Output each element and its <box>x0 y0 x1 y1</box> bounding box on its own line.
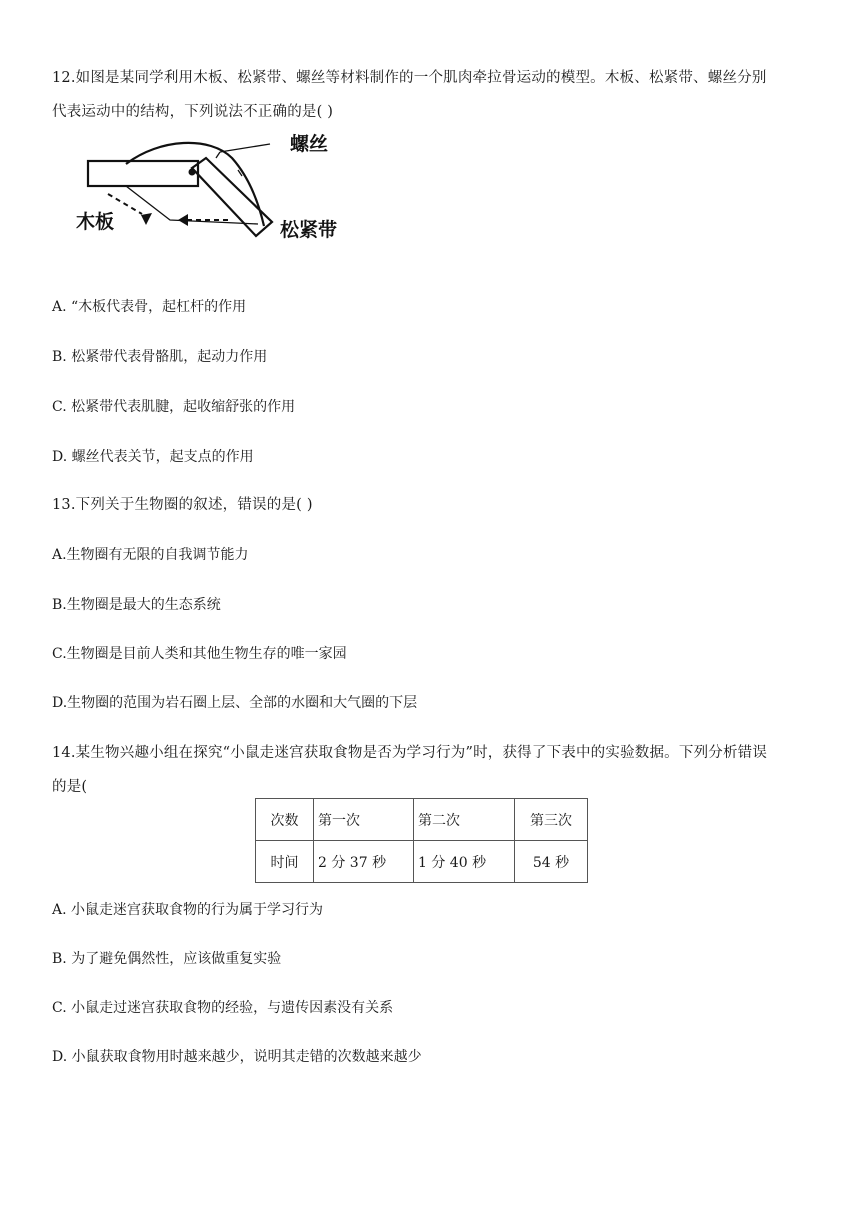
q14-stem-line1: 14.某生物兴趣小组在探究“小鼠走迷宫获取食物是否为学习行为”时，获得了下表中的实验数据。下列分析错误 <box>52 745 768 761</box>
label-elastic-band: 松紧带 <box>280 219 338 241</box>
arrow-head-left <box>178 214 188 226</box>
q12-stem-line1: 12.如图是某同学利用木板、松紧带、螺丝等材料制作的一个肌肉牵拉骨运动的模型。木板、松紧带、螺丝分别 <box>52 70 767 86</box>
board-angled <box>192 158 272 236</box>
q12-stem-line2: 代表运动中的结构，下列说法不正确的是( ) <box>52 104 334 120</box>
table-cell: 54 秒 <box>515 841 588 883</box>
q13-option-d: D.生物圈的范围为岩石圈上层、全部的水圈和大气圈的下层 <box>52 695 418 711</box>
q14-option-b: B. 为了避免偶然性，应该做重复实验 <box>52 951 282 967</box>
table-cell: 第一次 <box>314 799 414 841</box>
board-horizontal <box>88 161 198 186</box>
experiment-data-table <box>255 798 588 883</box>
q14-option-a: A. 小鼠走迷宫获取食物的行为属于学习行为 <box>52 902 324 918</box>
table-cell: 2 分 37 秒 <box>314 841 414 883</box>
table-row <box>256 799 588 841</box>
q13-option-a: A.生物圈有无限的自我调节能力 <box>52 547 249 563</box>
q14-stem-line2: 的是( <box>52 779 88 795</box>
table-cell: 第二次 <box>414 799 515 841</box>
screw-leader-line <box>220 144 270 152</box>
q14-option-d: D. 小鼠获取食物用时越来越少，说明其走错的次数越来越少 <box>52 1049 422 1065</box>
q12-option-b: B. 松紧带代表骨骼肌，起动力作用 <box>52 349 268 365</box>
q12-option-c: C. 松紧带代表肌腱，起收缩舒张的作用 <box>52 399 296 415</box>
muscle-bone-model-figure <box>70 128 360 258</box>
elastic-band-arc <box>126 143 264 226</box>
q12-option-d: D. 螺丝代表关节，起支点的作用 <box>52 449 254 465</box>
q13-stem: 13.下列关于生物圈的叙述，错误的是( ) <box>52 497 313 513</box>
table-cell: 时间 <box>256 841 314 883</box>
q13-option-c: C.生物圈是目前人类和其他生物生存的唯一家园 <box>52 646 347 662</box>
label-board: 木板 <box>76 211 115 233</box>
table-cell: 1 分 40 秒 <box>414 841 515 883</box>
table-cell: 第三次 <box>515 799 588 841</box>
table-cell: 次数 <box>256 799 314 841</box>
table-row <box>256 841 588 883</box>
q13-option-b: B.生物圈是最大的生态系统 <box>52 597 221 613</box>
q14-option-c: C. 小鼠走过迷宫获取食物的经验，与遗传因素没有关系 <box>52 1000 394 1016</box>
q12-option-a: A. “木板代表骨，起杠杆的作用 <box>52 299 247 315</box>
arrow-head-down <box>141 213 152 225</box>
label-screw: 螺丝 <box>290 133 329 155</box>
